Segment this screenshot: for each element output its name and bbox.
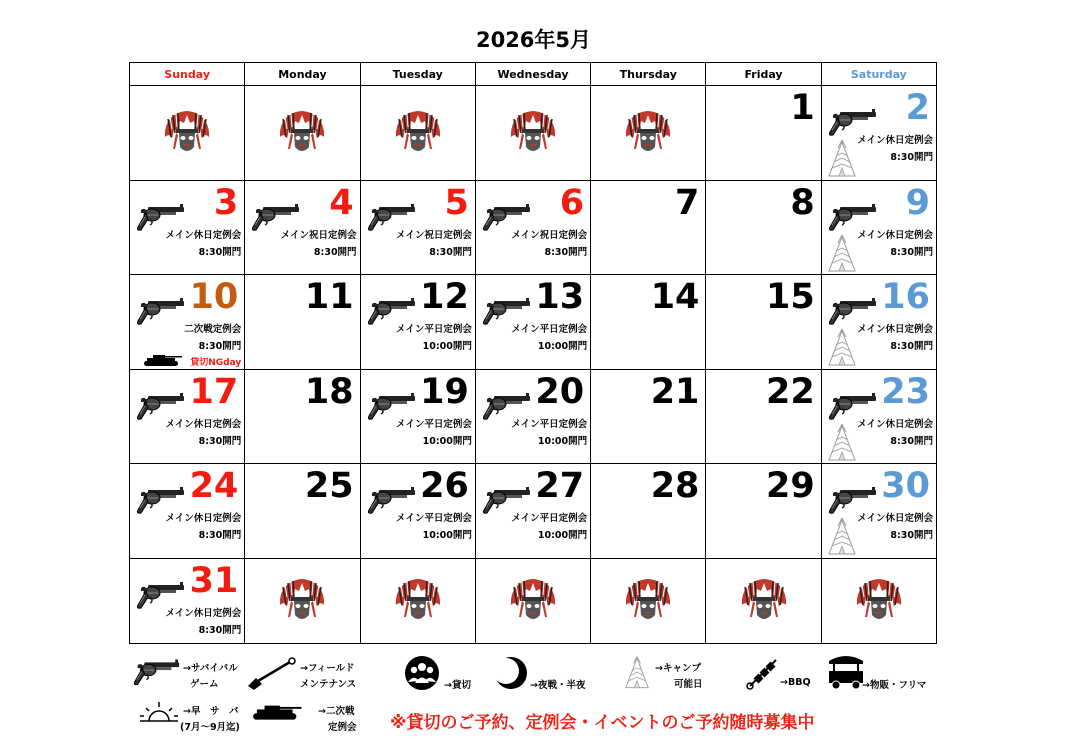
day-number: 11: [304, 277, 354, 317]
calendar-day-cell[interactable]: [821, 180, 936, 275]
event-time: 10:00開門: [422, 341, 472, 352]
weekday-sunday: Sunday: [130, 63, 245, 86]
sunrise-icon: [138, 700, 180, 724]
calendar-day-cell[interactable]: [706, 464, 821, 559]
calendar-day-cell[interactable]: [821, 464, 936, 559]
calendar-day-cell[interactable]: [360, 275, 475, 370]
calendar-day-cell[interactable]: [591, 464, 706, 559]
tipi-tent-icon: [827, 140, 857, 178]
calendar-day-cell[interactable]: [130, 275, 245, 370]
legend-field-label: →フィールド: [300, 663, 355, 674]
calendar-body: [130, 86, 937, 644]
day-number: 19: [420, 371, 469, 412]
day-number: 9: [905, 182, 930, 223]
event-name: メイン平日定例会: [396, 324, 472, 335]
event-time: 8:30開門: [313, 246, 357, 258]
shovel-icon: [246, 656, 298, 690]
event-time: 8:30開門: [198, 435, 242, 447]
calendar-cell-empty: [706, 558, 821, 644]
day-number: 18: [304, 371, 354, 412]
calendar-day-cell[interactable]: [591, 275, 706, 370]
event-time: 8:30開門: [429, 246, 472, 258]
calendar-day-cell[interactable]: [360, 369, 475, 464]
calendar-week-row: [130, 369, 937, 464]
calendar-cell-empty: [130, 86, 245, 181]
weekday-friday: Friday: [706, 63, 821, 86]
legend-night-label: →夜戦・半夜: [530, 680, 586, 691]
day-number: 10: [189, 277, 239, 317]
event-time: 10:00開門: [537, 435, 588, 447]
legend-second-label-2: 定例会: [328, 722, 357, 733]
calendar-day-cell[interactable]: [245, 275, 360, 370]
calendar-cell-empty: [591, 558, 706, 644]
day-number: 25: [304, 466, 354, 506]
event-time: 8:30開門: [198, 246, 242, 258]
event-name: メイン祝日定例会: [396, 229, 472, 241]
event-name: メイン休日定例会: [857, 513, 933, 524]
calendar-day-cell[interactable]: [360, 464, 475, 559]
tank-icon: [140, 353, 184, 367]
tipi-tent-icon: [624, 656, 650, 690]
calendar-day-cell[interactable]: [591, 369, 706, 464]
event-name: メイン平日定例会: [511, 513, 588, 524]
calendar-day-cell[interactable]: [360, 180, 475, 275]
calendar-day-cell[interactable]: [245, 180, 360, 275]
calendar-day-cell[interactable]: [130, 464, 245, 559]
tank-icon: [248, 702, 304, 722]
day-number: 2: [905, 88, 930, 128]
day-number: 4: [329, 182, 354, 223]
revolver-icon: [129, 656, 181, 686]
day-number: 27: [535, 466, 585, 506]
legend-charter-label: →貸切: [444, 680, 471, 691]
tipi-tent-icon: [827, 235, 857, 273]
day-number: 8: [790, 182, 815, 223]
calendar-cell-empty: [245, 558, 360, 644]
native-headdress-icon: [162, 109, 212, 157]
legend-survival-label: →サバイバル: [183, 663, 238, 674]
calendar-day-cell[interactable]: [821, 86, 936, 181]
event-time: 8:30開門: [890, 530, 933, 541]
calendar-day-cell[interactable]: [245, 464, 360, 559]
weekday-tuesday: Tuesday: [360, 63, 475, 86]
calendar-cell-empty: [821, 558, 936, 644]
weekday-header-row: [130, 63, 937, 86]
calendar-day-cell[interactable]: [821, 275, 936, 370]
calendar-cell-empty: [360, 86, 475, 181]
event-name: メイン休日定例会: [165, 418, 242, 430]
reservation-notice: ※貸切のご予約、定例会・イベントのご予約随時募集中: [390, 713, 815, 733]
calendar-week-row: [130, 558, 937, 644]
food-cart-icon: [826, 651, 866, 691]
event-name: メイン平日定例会: [396, 513, 472, 524]
event-name: メイン休日定例会: [165, 513, 242, 524]
weekday-wednesday: Wednesday: [475, 63, 590, 86]
event-time: 8:30開門: [890, 246, 933, 258]
native-headdress-icon: [277, 109, 327, 157]
calendar-cell-empty: [360, 558, 475, 644]
day-number: 6: [559, 182, 585, 223]
event-name: メイン平日定例会: [511, 324, 588, 335]
day-number: 22: [765, 371, 815, 412]
day-number: 20: [535, 371, 585, 412]
event-time: 8:30開門: [890, 152, 933, 163]
day-number: 24: [189, 466, 239, 506]
calendar-day-cell[interactable]: [475, 180, 590, 275]
native-headdress-icon: [393, 109, 443, 157]
weekday-thursday: Thursday: [591, 63, 706, 86]
calendar-cell-empty: [591, 86, 706, 181]
day-number: 21: [650, 371, 700, 412]
calendar-week-row: [130, 86, 937, 181]
event-time: 10:00開門: [422, 435, 472, 447]
calendar-day-cell[interactable]: [591, 180, 706, 275]
native-headdress-icon: [508, 109, 558, 157]
day-number: 14: [650, 277, 700, 317]
day-number: 5: [444, 182, 469, 223]
calendar-cell-empty: [475, 558, 590, 644]
event-name: メイン平日定例会: [511, 418, 588, 430]
revolver-icon: [132, 295, 186, 325]
event-name: メイン休日定例会: [857, 229, 933, 241]
event-time: 8:30開門: [198, 341, 242, 352]
calendar-day-cell[interactable]: [475, 369, 590, 464]
event-name: メイン祝日定例会: [280, 229, 357, 241]
calendar-day-cell[interactable]: [475, 275, 590, 370]
calendar-title: 2026年5月: [475, 28, 592, 52]
calendar-grid: [129, 62, 937, 644]
day-number: 7: [675, 182, 700, 223]
tipi-tent-icon: [827, 424, 857, 462]
calendar-day-cell[interactable]: [130, 180, 245, 275]
day-number: 28: [650, 466, 700, 506]
calendar-day-cell[interactable]: [706, 275, 821, 370]
calendar-day-cell[interactable]: [475, 464, 590, 559]
event-name: メイン休日定例会: [857, 324, 933, 335]
event-time: 10:00開門: [422, 530, 472, 541]
calendar-week-row: [130, 464, 937, 559]
event-time: 8:30開門: [198, 624, 242, 636]
native-headdress-icon: [508, 577, 558, 625]
day-number: 16: [881, 277, 930, 317]
native-headdress-icon: [854, 577, 904, 625]
event-name: メイン平日定例会: [396, 418, 472, 430]
event-name: メイン祝日定例会: [511, 229, 588, 241]
tipi-tent-icon: [827, 329, 857, 367]
native-headdress-icon: [623, 577, 673, 625]
calendar-day-cell[interactable]: [130, 369, 245, 464]
day-number: 13: [535, 277, 585, 317]
event-name: メイン休日定例会: [165, 607, 242, 619]
day-number: 30: [881, 466, 930, 506]
day-number: 17: [189, 371, 239, 412]
event-time: 10:00開門: [537, 530, 588, 541]
calendar-cell-empty: [475, 86, 590, 181]
native-headdress-icon: [393, 577, 443, 625]
event-name: メイン休日定例会: [165, 229, 242, 241]
event-time: 8:30開門: [198, 530, 242, 541]
day-number: 3: [213, 182, 239, 223]
event-time: 10:00開門: [537, 341, 588, 352]
group-icon: [404, 655, 440, 691]
event-time: 8:30開門: [890, 435, 933, 447]
calendar-day-cell[interactable]: [130, 558, 245, 644]
weekday-monday: Monday: [245, 63, 360, 86]
legend-bbq-label: →BBQ: [780, 677, 811, 688]
calendar-day-cell[interactable]: [706, 180, 821, 275]
calendar-week-row: [130, 275, 937, 370]
day-number: 23: [881, 371, 930, 412]
native-headdress-icon: [739, 577, 789, 625]
event-time: 8:30開門: [890, 341, 933, 352]
weekday-saturday: Saturday: [821, 63, 936, 86]
day-number: 31: [189, 560, 239, 601]
native-headdress-icon: [623, 109, 673, 157]
legend-early-label-2: (7月～9月迄): [180, 722, 240, 733]
calendar-cell-empty: [245, 86, 360, 181]
event-time: 8:30開門: [544, 246, 588, 258]
event-name: メイン休日定例会: [857, 135, 933, 146]
day-number: 12: [420, 277, 469, 317]
legend-early-label: →早 サ バ: [183, 706, 239, 717]
event-name: メイン休日定例会: [857, 418, 933, 430]
calendar-week-row: [130, 180, 937, 275]
bbq-skewer-icon: [746, 656, 780, 690]
legend-shop-label: →物販・フリマ: [862, 680, 927, 691]
calendar-day-cell[interactable]: [706, 86, 821, 181]
event-name: 二次戦定例会: [184, 324, 242, 335]
legend-survival-label-2: ゲーム: [190, 679, 219, 690]
day-number: 26: [420, 466, 469, 506]
legend-second-label: →二次戦: [318, 706, 355, 717]
calendar-day-cell[interactable]: [821, 369, 936, 464]
legend-camp-label: →キャンプ: [655, 663, 701, 674]
legend-field-label-2: メンテナンス: [300, 679, 357, 690]
native-headdress-icon: [277, 577, 327, 625]
day-number: 15: [765, 277, 815, 317]
legend-camp-label-2: 可能日: [674, 679, 703, 690]
event-note: 貸切NGday: [190, 358, 242, 368]
crescent-moon-icon: [494, 656, 528, 690]
tipi-tent-icon: [827, 518, 857, 556]
day-number: 29: [765, 466, 815, 506]
calendar-day-cell[interactable]: [706, 369, 821, 464]
calendar-day-cell[interactable]: [245, 369, 360, 464]
day-number: 1: [790, 88, 815, 128]
